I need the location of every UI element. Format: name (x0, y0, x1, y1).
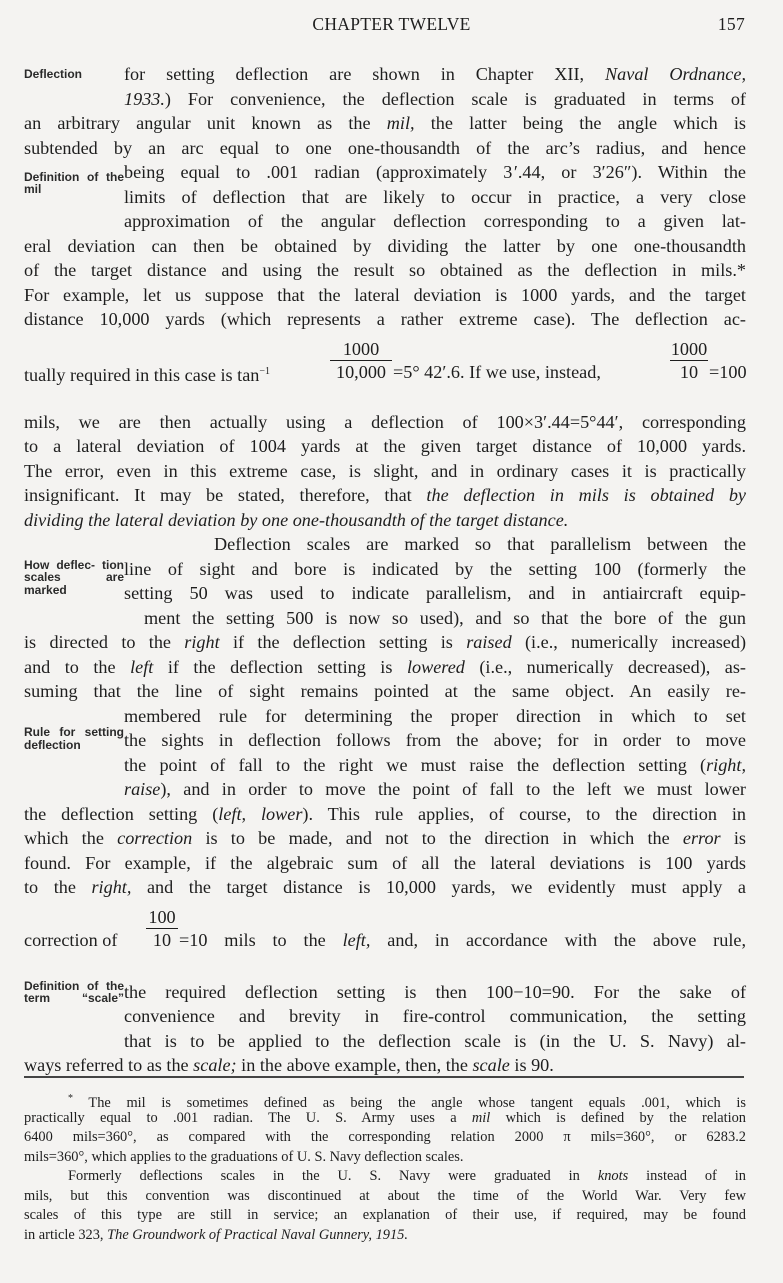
text-line: dividing the lateral deviation by one one-thousandth of the target distance. (24, 509, 569, 530)
text-line: that is to be applied to the deflection scale is (in the U. S. Navy) al- (124, 1030, 746, 1051)
running-title: CHAPTER TWELVE (312, 14, 471, 34)
footnote-line: in article 323, The Groundwork of Practical Naval Gunnery, 1915. (24, 1226, 408, 1243)
margin-note-rule: Rule for setting deflection (24, 725, 124, 752)
margin-note-how-marked: How deflec- tion scales are marked (24, 557, 124, 597)
text-line: and to the left if the deflection setting is lowered (i.e., numerically decreased), as- (24, 656, 746, 677)
text-line: approximation of the angular deflection corresponding to a given lat- (124, 211, 746, 231)
text-line: Definition of the mil limits of deflection that are likely to occur in practice, a very close (24, 169, 746, 207)
text-line: ment the setting 500 is now so used), and so that the bore of the gun (144, 607, 746, 628)
text-line: The error, even in this extreme case, is slight, and in ordinary cases it is practically (24, 460, 746, 481)
text-line: an arbitrary angular unit known as the mil, the latter being the angle which is (24, 113, 747, 133)
equation-line: correction of 100 10 =10 mils to the left, and, in accordance with the above rule, (24, 906, 746, 950)
text-line: being equal to .001 radian (approximately 3 ′.44, or 3′26″). Within the (124, 162, 746, 182)
footnote-divider (24, 1076, 744, 1078)
footnote-line: 6400 mils=360°, as compared with the corresponding relation 2000 π mils=360°, or 6283.2 (24, 1129, 746, 1145)
text-line: ways referred to as the scale; in the above example, then, the scale is 90. (24, 1055, 554, 1075)
text-line: of the target distance and using the result so obtained as the deflection in mils.* (24, 260, 746, 280)
text-line: setting 50 was used to indicate parallelism, and in antiaircraft equip- (124, 583, 746, 603)
footnote-line: practically equal to .001 radian. The U. S. Army uses a mil which is defined by the relation (24, 1109, 747, 1126)
text-line: Deflection for setting deflection are shown in Chapter XII, Naval Ordnance, (24, 64, 746, 84)
text-line: membered rule for determining the proper direction in which to set (124, 705, 746, 726)
text-line: which the correction is to be made, and not to the direction in which the error is (24, 828, 746, 848)
text-line: convenience and brevity in fire-control communication, the setting (124, 1006, 746, 1026)
footnotes (24, 1089, 746, 1245)
fraction: 1000 10 (670, 338, 708, 382)
footnote-line: Formerly deflections scales in the U. S. Navy were graduated in knots instead of in (68, 1168, 746, 1184)
text-line: raise), and in order to move the point of fall to the left we must lower (124, 779, 746, 799)
text-line: insignificant. It may be stated, therefore, that the deflection in mils is obtained by (24, 485, 746, 505)
fraction: 100 10 (146, 906, 178, 951)
text-line: the deflection setting (left, lower). This rule applies, of course, to the direction in (24, 803, 746, 824)
text-line: Deflection scales are marked so that parallelism between the (214, 534, 746, 554)
margin-note-definition-scale: Definition of the term “scale” (24, 978, 124, 1005)
text-line: found. For example, if the algebraic sum of all the lateral deviations is 100 yards (24, 852, 746, 873)
page-header (0, 14, 783, 38)
text-line: distance 10,000 yards (which represents a rather extreme case). The deflection ac- (24, 309, 746, 329)
footnote-line: mils=360°, which applies to the graduations of U. S. Navy deflection scales. (24, 1148, 464, 1165)
equation-line: tually required in this case is $\tan^{-1}$ 1000 10,000 =5° 42′.6. If we use, instead, 1000 10 =100 (24, 338, 747, 385)
footnote-line: mils, but this convention was discontinued at about the time of the World War. Very few (24, 1187, 746, 1204)
margin-note-deflection: Deflection (24, 67, 83, 81)
fraction: 1000 10,000 (330, 338, 392, 383)
text-line: to a lateral deviation of 1004 yards at the given target distance of 10,000 yards. (24, 436, 746, 456)
text-line: suming that the line of sight remains pointed at the same object. An easily re- (24, 681, 746, 701)
text-line: 1933.) For convenience, the deflection scale is graduated in terms of (124, 88, 746, 109)
text-line: is directed to the right if the deflection setting is raised (i.e., numerically increased) (24, 632, 747, 652)
margin-note-definition-mil: Definition of the mil (24, 169, 124, 196)
footnote-line: scales of this type are still in service; an explanation of their use, if required, may be found (24, 1207, 746, 1223)
page-number: 157 (717, 14, 745, 34)
text-line: mils, we are then actually using a deflection of 100×3′.44=5°44′, corresponding (24, 411, 746, 432)
text-line: eral deviation can then be obtained by dividing the latter by one one-thousandth (24, 235, 746, 256)
text-line: Rule for setting deflection the sights in deflection follows from the above; for in order to move (24, 725, 746, 752)
text-line: How deflec- tion scales are marked line of sight and bore is indicated by the setting 100 (formerly the (24, 557, 746, 597)
text-line: the point of fall to the right we must raise the deflection setting (right, (124, 754, 746, 775)
text-line: subtended by an arc equal to one one-thousandth of the arc’s radius, and hence (24, 137, 746, 158)
footnote-line: * The mil is sometimes defined as being the angle whose tangent equals .001, which is (68, 1093, 746, 1111)
text-line: to the right, and the target distance is 10,000 yards, we evidently must apply a (24, 877, 747, 897)
text-line: Definition of the term “scale” the required deflection setting is then 100−10=90. For the sake of (24, 978, 746, 1005)
body-text (24, 62, 746, 1078)
text-line: For example, let us suppose that the lateral deviation is 1000 yards, and the target (24, 284, 746, 305)
